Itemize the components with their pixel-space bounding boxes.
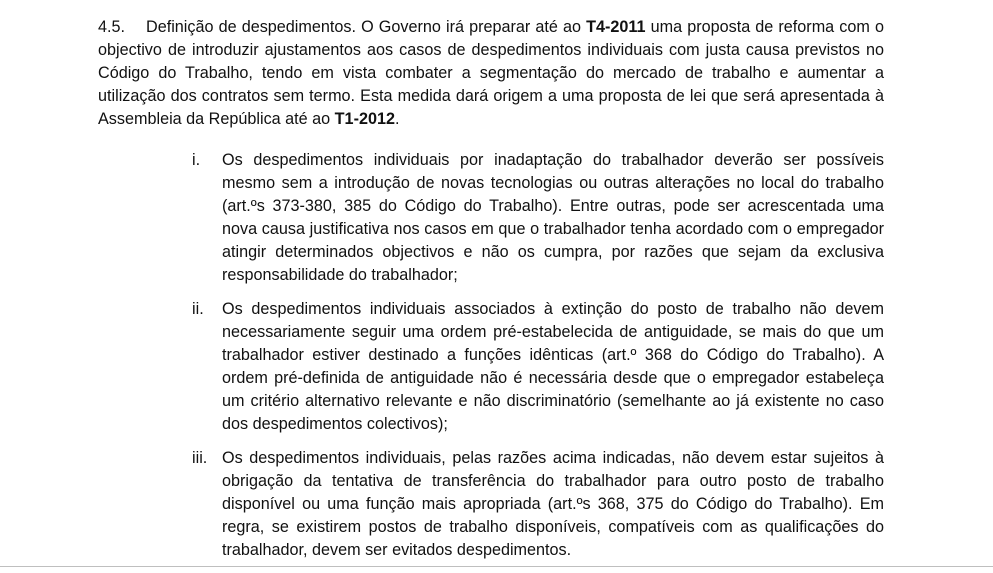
measures-list	[160, 149, 884, 573]
section-text-middle: uma proposta de reforma com o objectivo de introduzir ajustamentos aos casos de despedimentos individuais com justa causa previstos no Código do Trabalho, tendo em vista combater a segmentação do mercado de trabalho e aumentar a utilização dos contratos sem termo. Esta medida dará origem a uma proposta de lei que será apresentada à Assembleia da República até ao	[98, 18, 884, 128]
list-item-marker-wrap	[160, 447, 222, 562]
list-item-text: Os despedimentos individuais por inadaptação do trabalhador deverão ser possíveis mesmo sem a introdução de novas tecnologias ou outras alterações no local do trabalho (art.ºs 373-380, 385 do Código do Trabalho). Entre outras, pode ser acrescentada uma nova causa justificativa nos casos em que o trabalhador tenha acordado com o empregador atingir determinados objectivos e não os cumpra, por razões que sejam da exclusiva responsabilidade do trabalhador;	[222, 151, 884, 284]
list-item-marker: i.	[192, 151, 201, 169]
section-bold-t1-2012: T1-2012	[334, 110, 395, 128]
list-item	[160, 298, 884, 436]
section-text-end: .	[394, 110, 400, 128]
list-item-marker-wrap	[160, 149, 222, 287]
list-item	[160, 149, 884, 287]
list-item	[160, 447, 884, 562]
list-item-marker: iii.	[192, 449, 208, 467]
section-bold-t4-2011: T4-2011	[586, 18, 646, 36]
section-4-5-paragraph	[98, 16, 884, 131]
section-text-before-t4: Definição de despedimentos. O Governo irá preparar até ao	[146, 18, 587, 36]
page-bottom-divider	[0, 566, 993, 567]
list-item-text: Os despedimentos individuais, pelas razões acima indicadas, não devem estar sujeitos à obrigação da tentativa de transferência do trabalhador para outro posto de trabalho disponível ou uma função mais apropriada (art.ºs 368, 375 do Código do Trabalho). Em regra, se existirem postos de trabalho disponíveis, compatíveis com as qualificações do trabalhador, devem ser evitados despedimentos.	[222, 449, 884, 559]
list-item-text: Os despedimentos individuais associados à extinção do posto de trabalho não devem necessariamente seguir uma ordem pré-estabelecida de antiguidade, se mais do que um trabalhador estiver destinado a funções idênticas (art.º 368 do Código do Trabalho). A ordem pré-definida de antiguidade não é necessária desde que o empregador estabeleça um critério alternativo relevante e não discriminatório (semelhante ao já existente no caso dos despedimentos colectivos);	[222, 300, 884, 433]
section-number: 4.5.	[98, 18, 126, 36]
list-item-marker-wrap	[160, 298, 222, 436]
list-item-marker: ii.	[192, 300, 204, 318]
